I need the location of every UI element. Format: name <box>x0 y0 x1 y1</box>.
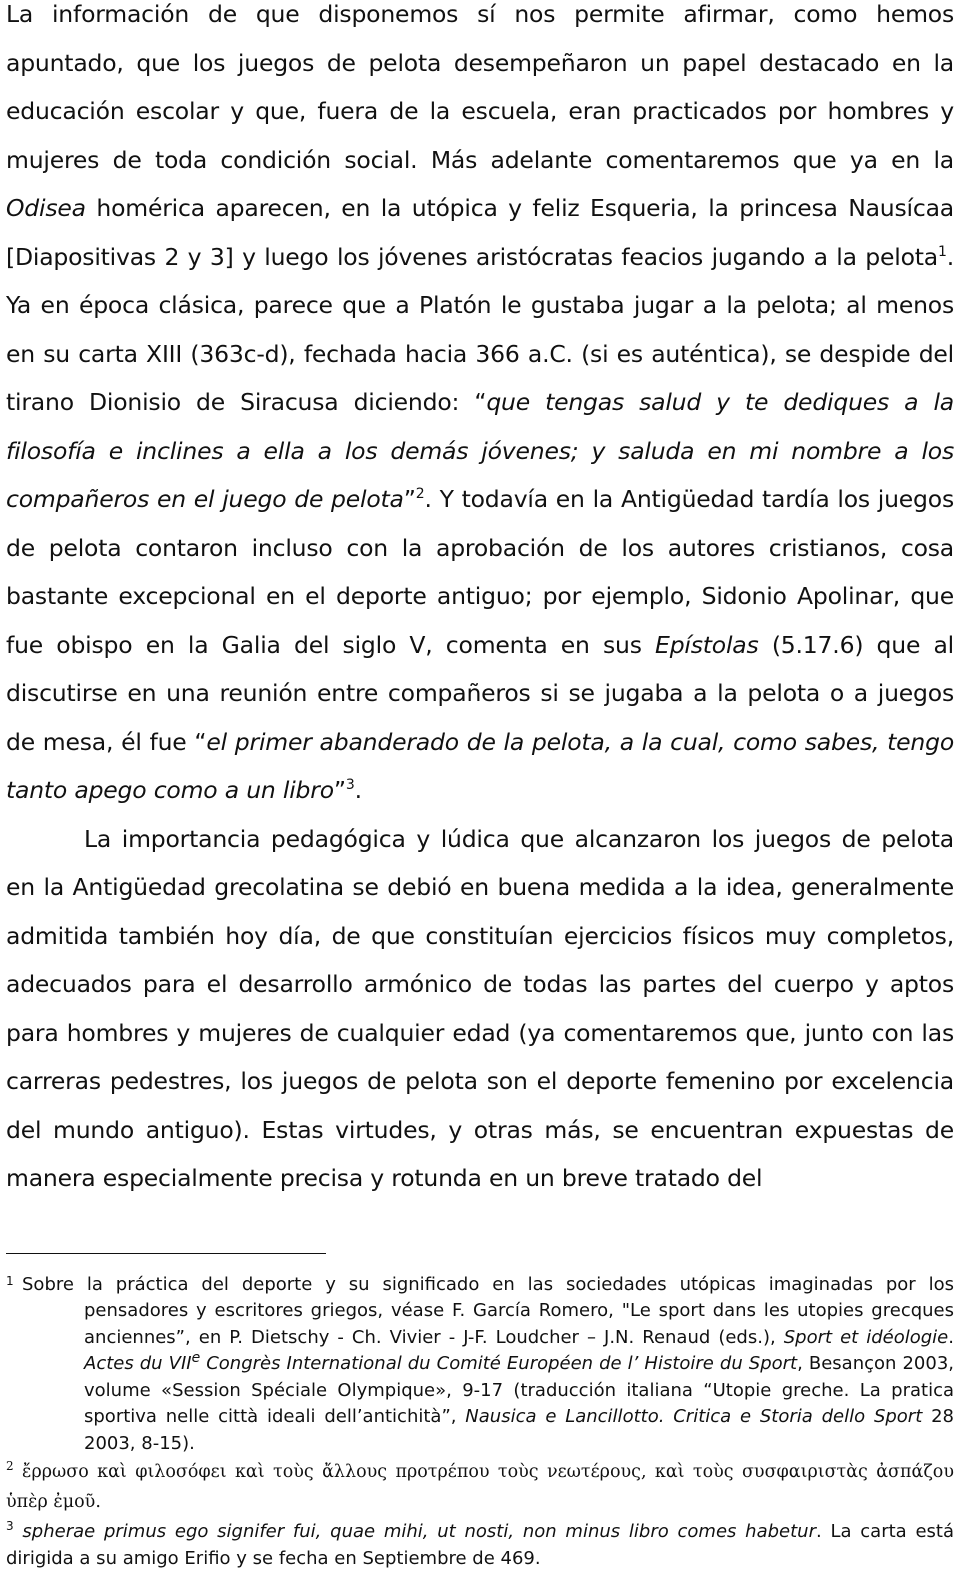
quote-sidonio: el primer abanderado de la pelota, a la cual, como sabes, tengo tanto apego como a un libro <box>6 727 954 804</box>
footnote-separator <box>6 1253 326 1254</box>
footnote-3-latin-text: spherae primus ego signifer fui, quae mihi, ut nosti, non minus libro comes habetur <box>22 1521 816 1542</box>
footnote-number: 2 <box>6 1459 14 1474</box>
text-run: ” <box>403 485 416 513</box>
text-run: ” <box>333 776 346 804</box>
italic-run: Congrès International du Comité Européen de l’ Histoire du Sport <box>200 1353 798 1374</box>
footnote-2 <box>6 1457 954 1517</box>
italic-run: Sport et idéologie <box>783 1326 949 1348</box>
footnote-2-greek-text: ἔρρωσο καὶ φιλοσόφει καὶ τοὺς ἄλλους προτρέπου τοὺς νεωτέρους, καὶ τοὺς συσφαιριστὰς ἀσπάζου ὑπὲρ ἐμοῦ. <box>6 1462 954 1512</box>
text-run: . Y todavía en la Antigüedad tardía los juegos de pelota contaron incluso con la aprobación de los autores cristianos, cosa bastante excepcional en el deporte antiguo; por ejemplo, Sidonio Apolinar, que fue obispo en la Galia del siglo V, comenta en sus <box>6 485 954 659</box>
superscript-e: e <box>191 1350 201 1366</box>
text-run: . La carta está dirigida a su amigo Erifio y se fecha en Septiembre de 469. <box>6 1521 954 1569</box>
text-run: , Besançon 2003, volume «Session Spéciale Olympique», 9-17 (traducción italiana “Utopie greche. La pratica sportiva nelle città ideali dell’antichità”, <box>84 1353 954 1427</box>
footnote-ref-3[interactable]: 3 <box>345 777 355 794</box>
footnote-number: 1 <box>6 1273 14 1288</box>
paragraph-2: La importancia pedagógica y lúdica que alcanzaron los juegos de pelota en la Antigüedad grecolatina se debió en buena medida a la idea, generalmente admitida también hoy día, de que constituían ejercicios físicos muy completos, adecuados para el desarrollo armónico de todas las partes del cuerpo y aptos para hombres y mujeres de cualquier edad (ya comentaremos que, junto con las carreras pedestres, los juegos de pelota son el deporte femenino por excelencia del mundo antiguo). Estas virtudes, y otras más, se encuentran expuestas de manera especialmente precisa y rotunda en un breve tratado del <box>6 824 954 1192</box>
text-run: homérica aparecen, en la utópica y feliz Esqueria, la princesa Nausícaa [Diapositivas 2 y 3] y luego los jóvenes aristócratas feacios jugando a la pelota <box>6 194 954 271</box>
title-odisea: Odisea <box>6 194 86 222</box>
footnote-ref-1[interactable]: 1 <box>938 243 947 260</box>
title-epistolas: Epístolas <box>655 630 759 659</box>
footnote-1 <box>6 1272 954 1458</box>
text-run: . <box>354 776 362 804</box>
text-run: . Ya en época clásica, parece que a Platón le gustaba jugar a la pelota; al menos en su carta XIII (363c-d), fechada hacia 366 a.C. (si es auténtica), se despide del tirano Dionisio de Siracusa diciendo: “ <box>6 242 954 416</box>
italic-run: Nausica e Lancillotto. Critica e Storia dello Sport <box>465 1406 923 1427</box>
footnote-3 <box>6 1517 954 1572</box>
text-run: . <box>948 1326 954 1348</box>
quote-plato: que tengas salud y te dediques a la filosofía e inclines a ella a los demás jóvenes; y saluda en mi nombre a los compañeros en el juego de pelota <box>6 388 954 513</box>
footnote-ref-2[interactable]: 2 <box>415 486 425 503</box>
text-run: La información de que disponemos sí nos permite afirmar, como hemos apuntado, que los juegos de pelota desempeñaron un papel destacado en la educación escolar y que, fuera de la escuela, eran practicados por hombres y mujeres de toda condición social. Más adelante comentaremos que ya en la <box>6 0 954 174</box>
footnote-number: 3 <box>6 1519 14 1533</box>
paragraph-1 <box>6 0 954 815</box>
text-run: Sobre la práctica del deporte y su significado en las sociedades utópicas imaginadas por los pensadores y escritores griegos, véase F. García Romero, "Le sport dans les utopies grecques anciennes”, en P. Dietschy - Ch. Vivier - J-F. Loudcher – J.N. Renaud (eds.), <box>22 1273 954 1348</box>
footnote-1-text <box>22 1274 954 1454</box>
text-run: (5.17.6) que al discutirse en una reunión entre compañeros si se jugaba a la pelota o a juegos de mesa, él fue “ <box>6 630 954 756</box>
text-run: 28 2003, 8-15). <box>84 1406 954 1454</box>
italic-run: Actes du VII <box>84 1353 192 1374</box>
